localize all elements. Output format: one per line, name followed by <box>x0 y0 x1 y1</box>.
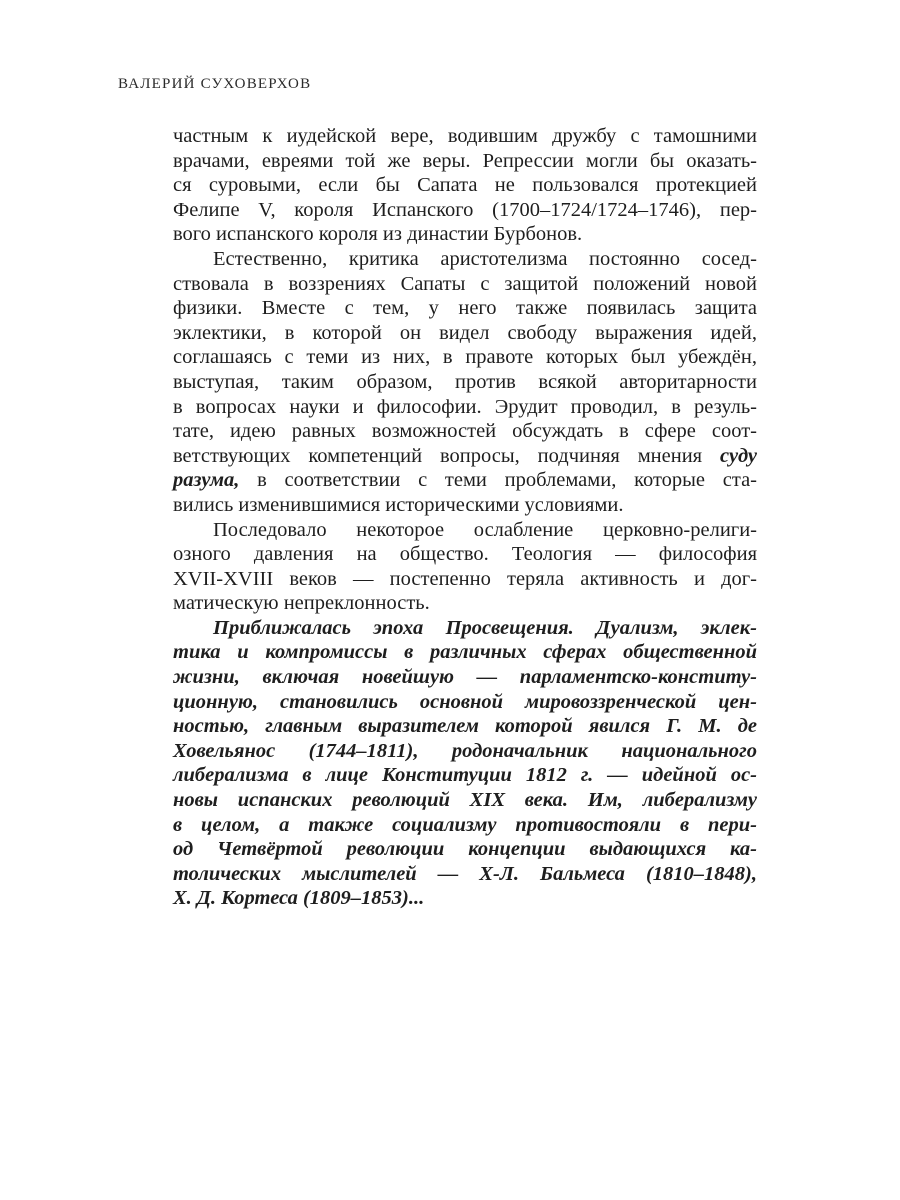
text-segment: ветствующих компетенций вопросы, подчиняя мнения <box>173 444 720 467</box>
text-line: тате, идею равных возможностей обсуждать в сфере соот- <box>173 420 757 443</box>
text-segment: в соответствии с теми проблемами, которые ста- <box>239 469 757 492</box>
paragraph-1 <box>173 124 757 247</box>
running-head-author: ВАЛЕРИЙ СУХОВЕРХОВ <box>118 76 312 92</box>
text-line: соглашаясь с теми из них, в правоте которых был убеждён, <box>173 346 757 369</box>
text-line: врачами, евреями той же веры. Репрессии могли бы оказать- <box>173 149 757 172</box>
emphasis-text: суду <box>720 444 757 467</box>
text-line: эклектики, в которой он видел свободу выражения идей, <box>173 321 757 344</box>
text-line: озного давления на общество. Теология — философия <box>173 543 757 566</box>
text-line: ся суровыми, если бы Сапата не пользовался протекцией <box>173 174 757 197</box>
text-line: выступая, таким образом, против всякой авторитарности <box>173 370 757 393</box>
text-line: ционную, становились основной мировоззренческой цен- <box>173 690 757 713</box>
body-text <box>173 124 757 911</box>
text-line: тика и компромиссы в различных сферах общественной <box>173 641 757 664</box>
text-line: Последовало некоторое ослабление церковно-религи- <box>213 518 757 541</box>
text-line: толических мыслителей — Х-Л. Бальмеса (1810–1848), <box>173 862 757 885</box>
text-line: жизни, включая новейшую — парламентско-конститу- <box>173 666 757 689</box>
text-line: Ховельянос (1744–1811), родоначальник национального <box>173 739 757 762</box>
paragraph-2 <box>173 247 757 518</box>
emphasis-text: разума, <box>173 469 240 492</box>
text-line: физики. Вместе с тем, у него также появилась защита <box>173 297 757 320</box>
text-line: ностью, главным выразителем которой явился Г. М. де <box>173 715 757 738</box>
text-line <box>173 468 757 493</box>
text-line: новы испанских революций XIX века. Им, либерализму <box>173 789 757 812</box>
text-line: Х. Д. Кортеса (1809–1853)... <box>173 887 425 910</box>
text-line: в вопросах науки и философии. Эрудит проводил, в резуль- <box>173 395 757 418</box>
text-line: частным к иудейской вере, водившим дружбу с тамошними <box>173 125 757 147</box>
text-line: XVII-XVIII веков — постепенно теряла активность и дог- <box>173 567 757 590</box>
text-line: вого испанского короля из династии Бурбонов. <box>173 223 583 246</box>
text-line: вились изменившимися историческими условиями. <box>173 493 624 516</box>
text-line: од Четвёртой революции концепции выдающихся ка- <box>173 838 757 861</box>
text-line: ствовала в воззрениях Сапаты с защитой положений новой <box>173 272 757 295</box>
text-line: в целом, а также социализму противостояли в пери- <box>173 813 757 836</box>
paragraph-3 <box>173 518 757 616</box>
text-line: Фелипе V, короля Испанского (1700–1724/1724–1746), пер- <box>173 198 757 221</box>
text-line: либерализма в лице Конституции 1812 г. — идейной ос- <box>173 764 757 787</box>
paragraph-4-emphasized <box>173 616 757 911</box>
text-line: матическую непреклонность. <box>173 592 430 615</box>
text-line <box>173 444 757 469</box>
text-line: Естественно, критика аристотелизма постоянно сосед- <box>213 247 757 270</box>
text-line: Приближалась эпоха Просвещения. Дуализм, эклек- <box>213 616 757 639</box>
